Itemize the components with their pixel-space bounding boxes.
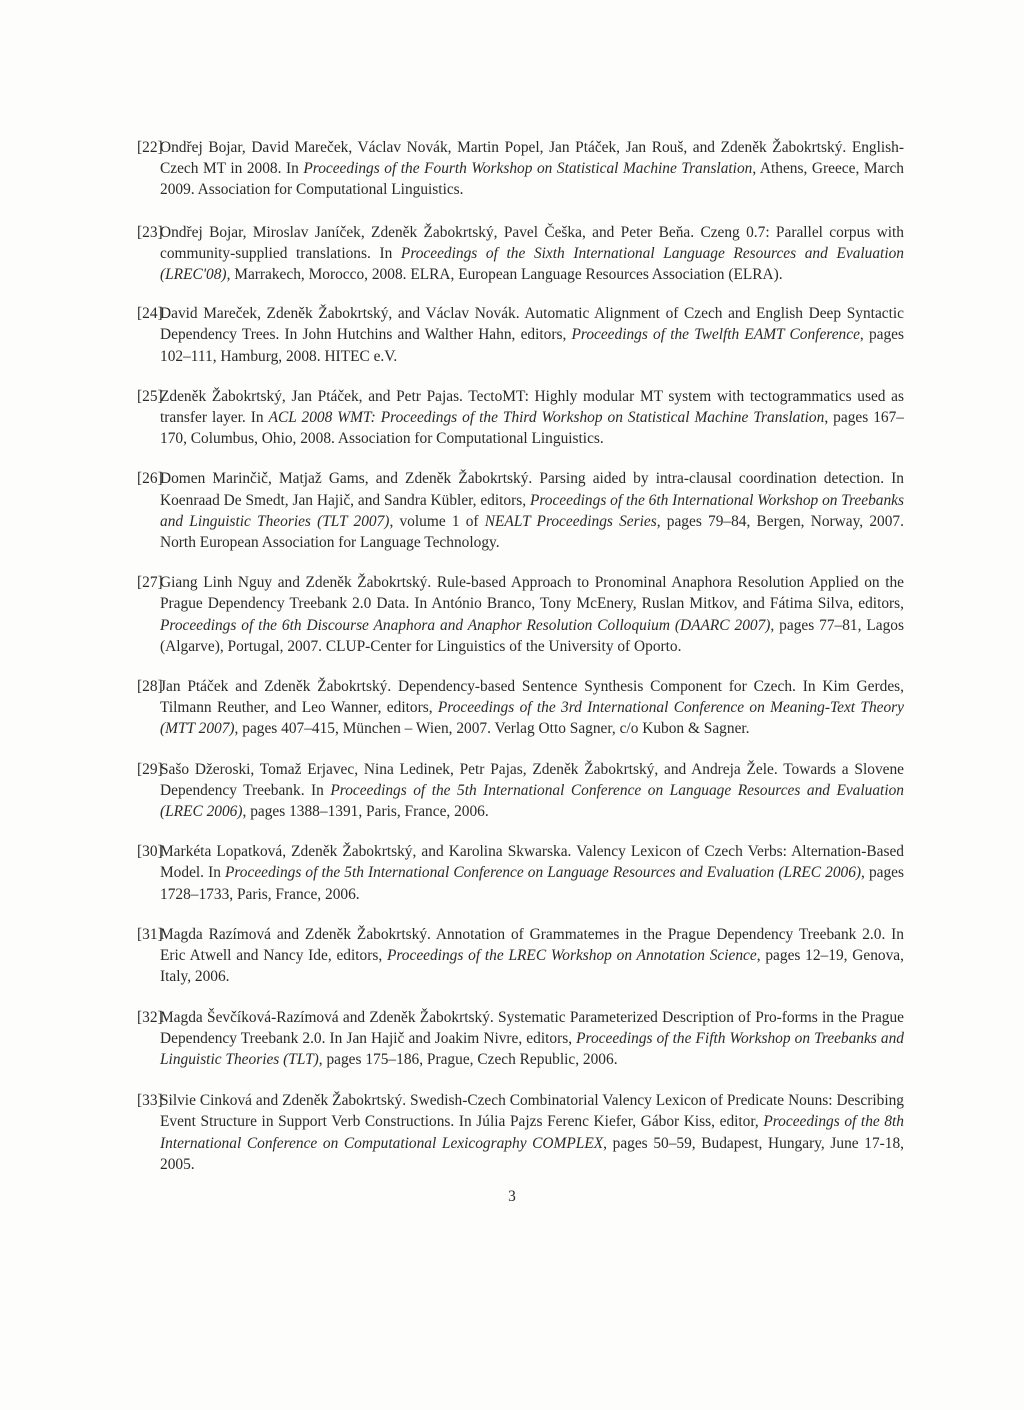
reference-text <box>160 926 904 985</box>
reference-text <box>160 388 904 447</box>
reference-text <box>160 305 904 364</box>
reference-entry <box>137 759 904 823</box>
reference-venue: Proceedings of the 8th International Conference on Computational Lexicography COMPLEX <box>160 1113 905 1152</box>
reference-text <box>160 470 904 551</box>
reference-venue: Proceedings of the Twelfth EAMT Conference <box>571 326 860 344</box>
reference-entry <box>137 222 904 286</box>
reference-number: [22] <box>137 139 163 156</box>
reference-number: [31] <box>137 925 163 943</box>
reference-segment: , volume 1 of <box>389 512 485 530</box>
reference-text <box>160 1009 904 1068</box>
reference-number: [32] <box>137 1008 163 1026</box>
reference-segment: , Marrakech, Morocco, 2008. ELRA, European Language Resources Association (ELRA). <box>226 266 783 284</box>
reference-number: [28] <box>137 678 163 696</box>
reference-venue: Proceedings of the 6th Discourse Anaphora and Anaphor Resolution Colloquium (DAARC 2007) <box>160 616 771 634</box>
reference-segment: , pages 175–186, Prague, Czech Republic, 2006. <box>318 1050 618 1068</box>
reference-segment: Domen Marinčič, Matjaž Gams, and Zdeněk Žabokrtský. Parsing aided by intra-clausal coordination detection. In Koenraad De Smedt, Jan Hajič, and Sandra Kübler, editors, <box>160 470 904 509</box>
reference-number: [30] <box>137 843 163 861</box>
reference-segment: Markéta Lopatková, Zdeněk Žabokrtský, and Karolina Skwarska. Valency Lexicon of Czech Verbs: Alternation-Based Model. In <box>160 843 904 882</box>
reference-text <box>160 678 904 737</box>
reference-venue: Proceedings of the Fourth Workshop on Statistical Machine Translation <box>303 160 753 178</box>
reference-venue: Proceedings of the Sixth International Language Resources and Evaluation (LREC'08) <box>160 244 904 284</box>
reference-entry <box>137 924 904 988</box>
reference-entry <box>137 468 904 553</box>
reference-segment: , pages 167–170, Columbus, Ohio, 2008. Association for Computational Linguistics. <box>160 409 904 448</box>
reference-segment: , pages 407–415, München – Wien, 2007. Verlag Otto Sagner, c/o Kubon & Sagner. <box>234 720 750 738</box>
reference-venue: NEALT Proceedings Series <box>484 512 657 530</box>
reference-segment: , pages 12–19, Genova, Italy, 2006. <box>160 947 904 986</box>
reference-segment: , pages 79–84, Bergen, Norway, 2007. North European Association for Language Technology. <box>160 512 904 552</box>
reference-venue: ACL 2008 WMT: Proceedings of the Third Workshop on Statistical Machine Translation <box>268 409 825 427</box>
reference-venue: Proceedings of the 6th International Workshop on Treebanks and Linguistic Theories (TLT 2007) <box>160 491 904 530</box>
reference-number: [23] <box>137 223 163 241</box>
reference-segment: Magda Razímová and Zdeněk Žabokrtský. Annotation of Grammatemes in the Prague Dependency Treebank 2.0. In Eric Atwell and Nancy Ide, editors, <box>160 925 904 965</box>
reference-segment: Zdeněk Žabokrtský, Jan Ptáček, and Petr Pajas. TectoMT: Highly modular MT system with tectogrammatics used as transfer layer. In <box>160 387 904 427</box>
reference-segment: , pages 77–81, Lagos (Algarve), Portugal, 2007. CLUP-Center for Linguistics of the University of Oporto. <box>160 616 904 655</box>
reference-venue: Proceedings of the LREC Workshop on Annotation Science <box>386 947 757 965</box>
reference-segment: , pages 1728–1733, Paris, France, 2006. <box>160 864 904 903</box>
reference-segment: Magda Ševčíková-Razímová and Zdeněk Žabokrtský. Systematic Parameterized Description of Pro-forms in the Prague Dependency Treebank 2.0. In Jan Hajič and Joakim Nivre, editors, <box>160 1008 904 1047</box>
reference-entry <box>137 386 904 450</box>
reference-number: [27] <box>137 574 163 592</box>
reference-venue: Proceedings of the 5th International Conference on Language Resources and Evaluation (LREC 2006) <box>160 781 904 821</box>
reference-segment: David Mareček, Zdeněk Žabokrtský, and Václav Novák. Automatic Alignment of Czech and English Deep Syntactic Dependency Trees. In John Hutchins and Walther Hahn, editors, <box>160 305 904 344</box>
reference-segment: Silvie Cinková and Zdeněk Žabokrtský. Swedish-Czech Combinatorial Valency Lexicon of Predicate Nouns: Describing Event Structure in Support Verb Constructions. In Júlia Pajzs Ferenc Kiefer, Gábor Kiss, editor, <box>160 1092 904 1131</box>
reference-entry <box>137 1090 905 1175</box>
reference-number: [24] <box>137 305 163 323</box>
reference-segment: , pages 102–111, Hamburg, 2008. HITEC e.V. <box>160 326 904 365</box>
reference-entry <box>137 137 904 201</box>
reference-segment: Jan Ptáček and Zdeněk Žabokrtský. Dependency-based Sentence Synthesis Component for Czech. In Kim Gerdes, Tilmann Reuther, and Leo Wanner, editors, <box>160 678 904 717</box>
reference-text <box>160 1092 904 1173</box>
reference-entry <box>137 841 904 905</box>
reference-number: [29] <box>137 760 163 778</box>
reference-list <box>137 118 905 1175</box>
page-number: 3 <box>508 1188 516 1205</box>
reference-segment: , Athens, Greece, March 2009. Association for Computational Linguistics. <box>160 160 904 199</box>
reference-number: [33] <box>137 1092 163 1110</box>
reference-segment: Sašo Džeroski, Tomaž Erjavec, Nina Ledinek, Petr Pajas, Zdeněk Žabokrtský, and Andreja Žele. Towards a Slovene Dependency Treebank. In <box>160 760 904 799</box>
reference-text <box>160 761 904 820</box>
reference-entry <box>137 676 904 740</box>
reference-segment: Ondřej Bojar, David Mareček, Václav Novák, Martin Popel, Jan Ptáček, Jan Rouš, and Zdeněk Žabokrtský. English-Czech MT in 2008. In <box>160 139 904 178</box>
reference-text <box>160 139 904 198</box>
reference-segment: , pages 50–59, Budapest, Hungary, June 17-18, 2005. <box>160 1134 904 1173</box>
reference-text <box>160 224 904 283</box>
reference-number: [26] <box>137 470 163 488</box>
reference-venue: Proceedings of the 3rd International Conference on Meaning-Text Theory (MTT 2007) <box>160 699 904 738</box>
reference-segment: , pages 1388–1391, Paris, France, 2006. <box>242 803 489 821</box>
reference-text <box>160 574 904 655</box>
reference-segment: Giang Linh Nguy and Zdeněk Žabokrtský. Rule-based Approach to Pronominal Anaphora Resolution Applied on the Prague Dependency Treebank 2.0 Data. In António Branco, Tony McEnery, Ruslan Mitkov, and Fátima Silva, editors, <box>160 574 904 613</box>
reference-venue: Proceedings of the Fifth Workshop on Treebanks and Linguistic Theories (TLT) <box>160 1029 904 1068</box>
reference-venue: Proceedings of the 5th International Conference on Language Resources and Evaluation (LREC 2006) <box>224 864 862 882</box>
reference-segment: Ondřej Bojar, Miroslav Janíček, Zdeněk Žabokrtský, Pavel Češka, and Peter Beňa. Czeng 0.7: Parallel corpus with community-supplied translations. In <box>160 223 904 262</box>
reference-entry <box>137 1007 904 1071</box>
reference-entry <box>137 572 904 657</box>
reference-entry <box>137 303 904 367</box>
reference-text <box>160 843 904 902</box>
reference-number: [25] <box>137 387 163 405</box>
